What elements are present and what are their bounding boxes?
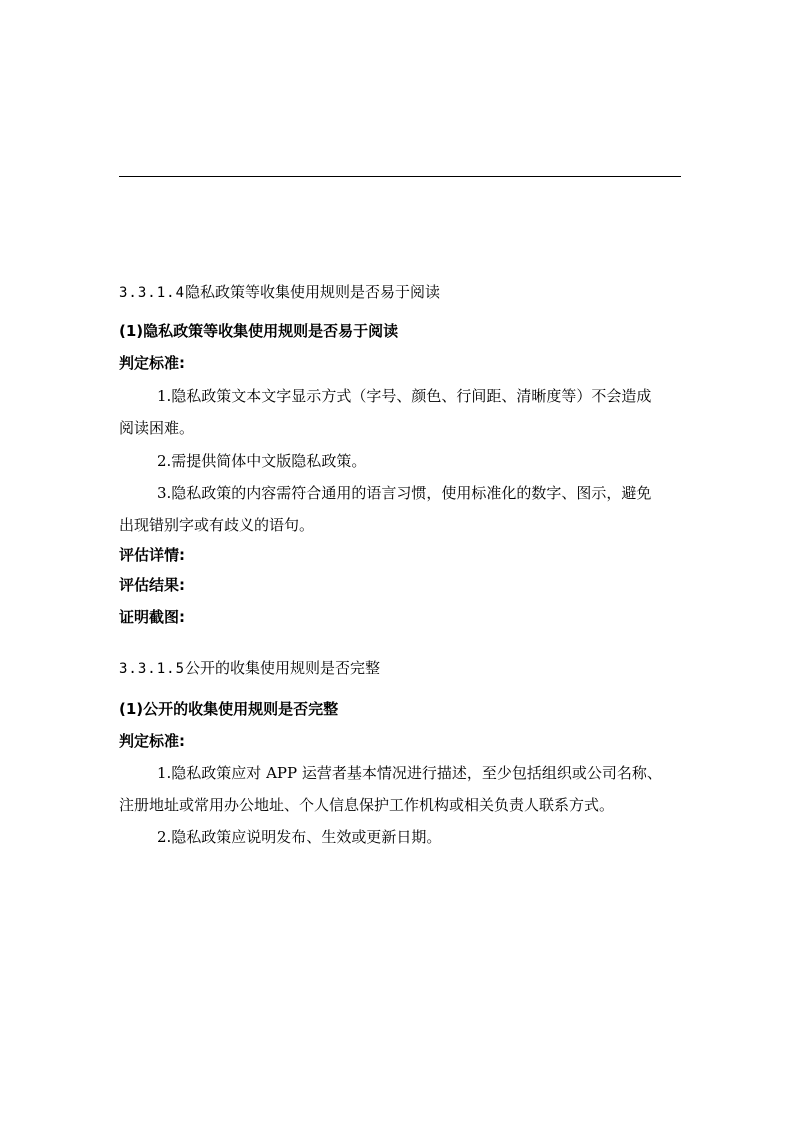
section-title: 隐私政策等收集使用规则是否易于阅读	[185, 283, 441, 301]
criteria-item-2: 2.隐私政策应说明发布、生效或更新日期。	[157, 828, 442, 846]
section-number: 3.3.1.4	[119, 285, 186, 301]
item-title: (1)隐私政策等收集使用规则是否易于阅读	[119, 322, 399, 340]
result-label: 评估结果:	[119, 576, 185, 594]
item-title: (1)公开的收集使用规则是否完整	[119, 700, 339, 718]
criteria-item-1-line-2: 注册地址或常用办公地址、个人信息保护工作机构或相关负责人联系方式。	[119, 796, 615, 814]
criteria-item-1-line-1: 1.隐私政策应对 APP 运营者基本情况进行描述，至少包括组织或公司名称、	[157, 764, 662, 782]
criteria-item-3-line-2: 出现错别字或有歧义的语句。	[119, 516, 315, 534]
header-rule	[119, 176, 681, 177]
criteria-item-2: 2.需提供简体中文版隐私政策。	[157, 452, 367, 470]
section-heading	[119, 282, 440, 303]
criteria-label: 判定标准:	[119, 354, 185, 372]
section-number: 3.3.1.5	[119, 661, 186, 677]
criteria-item-1-line-2: 阅读困难。	[119, 419, 195, 437]
details-label: 评估详情:	[119, 546, 185, 564]
section-heading	[119, 658, 380, 679]
criteria-label: 判定标准:	[119, 732, 185, 750]
criteria-item-3-line-1: 3.隐私政策的内容需符合通用的语言习惯，使用标准化的数字、图示，避免	[157, 484, 652, 502]
criteria-item-1-line-1: 1.隐私政策文本文字显示方式（字号、颜色、行间距、清晰度等）不会造成	[157, 387, 652, 405]
section-title: 公开的收集使用规则是否完整	[185, 659, 381, 677]
screenshot-label: 证明截图:	[119, 608, 185, 626]
